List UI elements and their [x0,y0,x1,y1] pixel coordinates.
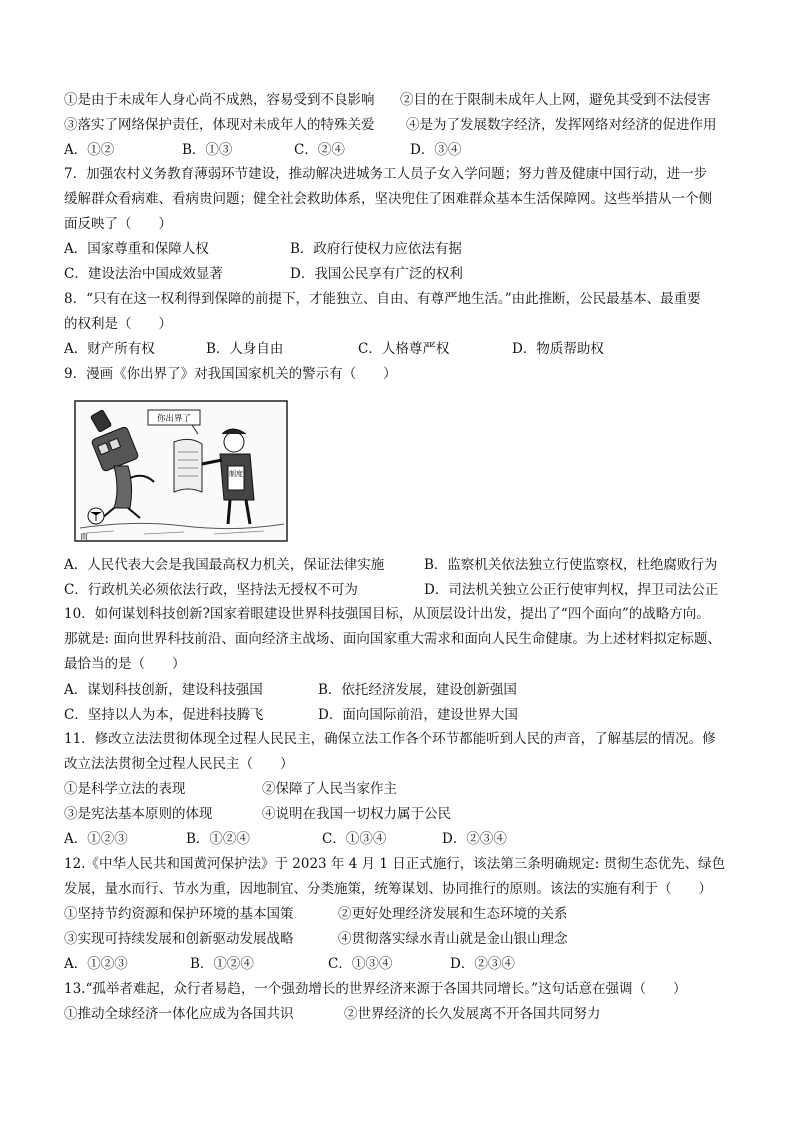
q9-choice-a: A．人民代表大会是我国最高权力机关，保证法律实施 [64,557,385,573]
q12-option-1: ①坚持节约资源和保护环境的基本国策 [64,906,294,922]
q8-choice-c: C．人格尊严权 [358,341,450,357]
cartoon-creature-body [114,466,132,508]
q7-stem-line-3: 面反映了（ ） [64,216,172,232]
cartoon-card [174,439,202,492]
q6-choice-c: C．②④ [294,142,345,158]
q12-choice-a: A．①②③ [64,956,128,972]
q10-stem-line-1: 10．如何谋划科技创新?国家着眼建设世界科技强国目标，从顶层设计出发，提出了“四个面向”的战略方向。 [64,606,710,622]
q9-choice-b: B．监察机关依法独立行使监察权，杜绝腐败行为 [424,557,718,573]
q11-option-2: ②保障了人民当家作主 [262,781,397,797]
q11-choice-c: C．①③④ [322,831,387,847]
q10-choice-c: C．坚持以人为本，促进科技腾飞 [64,707,264,723]
q11-choice-a: A．①②③ [64,831,128,847]
q8-choice-a: A．财产所有权 [64,341,155,357]
q6-choice-b: B．①③ [182,142,233,158]
q7-choice-d: D．我国公民享有广泛的权利 [290,266,463,282]
q10-stem-line-2: 那就是: 面向世界科技前沿、面向经济主战场、面向国家重大需求和面向人民生命健康。为上述材料拟定标题、 [64,631,721,647]
q7-choice-b: B．政府行使权力应依法有据 [290,241,462,257]
q10-stem-line-3: 最恰当的是（ ） [64,656,186,672]
q11-stem-line-1: 11．修改立法法贯彻体现全过程人民民主，确保立法工作各个环节都能听到人民的声音，了解基层的情况。修 [64,731,716,747]
q12-choice-c: C．①③④ [328,956,393,972]
q13-option-1: ①推动全球经济一体化应成为各国共识 [64,1006,294,1022]
q9-choice-c: C．行政机关必须依法行政，坚持法无授权不可为 [64,582,358,598]
q6-option-3: ③落实了网络保护责任，体现对未成年人的特殊关爱 [64,117,375,133]
q12-option-4: ④贯彻落实绿水青山就是金山银山理念 [338,931,568,947]
q11-option-1: ①是科学立法的表现 [64,781,186,797]
q8-stem-line-2: 的权利是（ ） [64,316,172,332]
q12-choice-d: D．②③④ [450,956,515,972]
q7-stem-line-2: 缓解群众看病难、看病贵问题；健全社会救助体系，坚决兜住了困难群众基本生活保障网。这些举措从一个侧 [64,191,712,207]
cartoon-referee-badge-text: 制度 [229,470,243,478]
q11-choice-d: D．②③④ [442,831,507,847]
q6-choice-d: D．③④ [410,142,462,158]
q8-stem-line-1: 8．“只有在这一权利得到保障的前提下，才能独立、自由、有尊严地生活。”由此推断，公民最基本、最重要 [64,291,701,307]
q7-choice-c: C．建设法治中国成效显著 [64,266,223,282]
q12-option-2: ②更好处理经济发展和生态环境的关系 [338,906,568,922]
q8-choice-d: D．物质帮助权 [512,341,604,357]
q12-choice-b: B．①②④ [190,956,254,972]
q10-choice-d: D．面向国际前沿，建设世界大国 [318,707,518,723]
q10-choice-a: A．谋划科技创新，建设科技强国 [64,682,263,698]
cartoon-referee-head [224,432,244,452]
q11-stem-line-2: 改立法法贯彻全过程人民民主（ ） [64,756,294,772]
q6-option-2: ②目的在于限制未成年人上网，避免其受到不法侵害 [400,92,711,108]
q7-stem-line-1: 7．加强农村义务教育薄弱环节建设，推动解决进城务工人员子女入学问题；努力普及健康中国行动，进一步 [64,166,708,182]
q6-choice-a: A．①② [64,142,115,158]
q11-choice-b: B．①②④ [186,831,250,847]
cartoon-sign-text: 你出界了 [156,414,192,424]
q12-stem-line-2: 发展，量水而行、节水为重，因地制宜、分类施策，统筹谋划、协同推行的原则。该法的实施有利于（ ） [64,881,712,897]
q9-choice-d: D．司法机关独立公正行使审判权，捍卫司法公正 [424,582,719,598]
q11-option-4: ④说明在我国一切权力属于公民 [262,806,451,822]
q12-option-3: ③实现可持续发展和创新驱动发展战略 [64,931,294,947]
q7-choice-a: A．国家尊重和保障人权 [64,241,209,257]
q9-stem: 9．漫画《你出界了》对我国国家机关的警示有（ ） [64,366,397,382]
q6-option-4: ④是为了发展数字经济，发挥网络对经济的促进作用 [406,117,717,133]
q11-option-3: ③是宪法基本原则的体现 [64,806,213,822]
q10-choice-b: B．依托经济发展，建设创新强国 [318,682,517,698]
q6-option-1: ①是由于未成年人身心尚不成熟，容易受到不良影响 [64,92,375,108]
q8-choice-b: B．人身自由 [206,341,284,357]
q12-stem-line-1: 12.《中华人民共和国黄河保护法》于 2023 年 4 月 1 日正式施行，该法第三条明确规定: 贯彻生态优先、绿色 [64,856,726,872]
q13-option-2: ②世界经济的长久发展离不开各国共同努力 [344,1006,601,1022]
q13-stem-line-1: 13.“孤举者难起，众行者易趋，一个强劲增长的世界经济来源于各国共同增长。”这句话意在强调（ ） [64,981,687,997]
cartoon-image [74,400,288,542]
cartoon-corner-text: 而 [80,532,88,541]
